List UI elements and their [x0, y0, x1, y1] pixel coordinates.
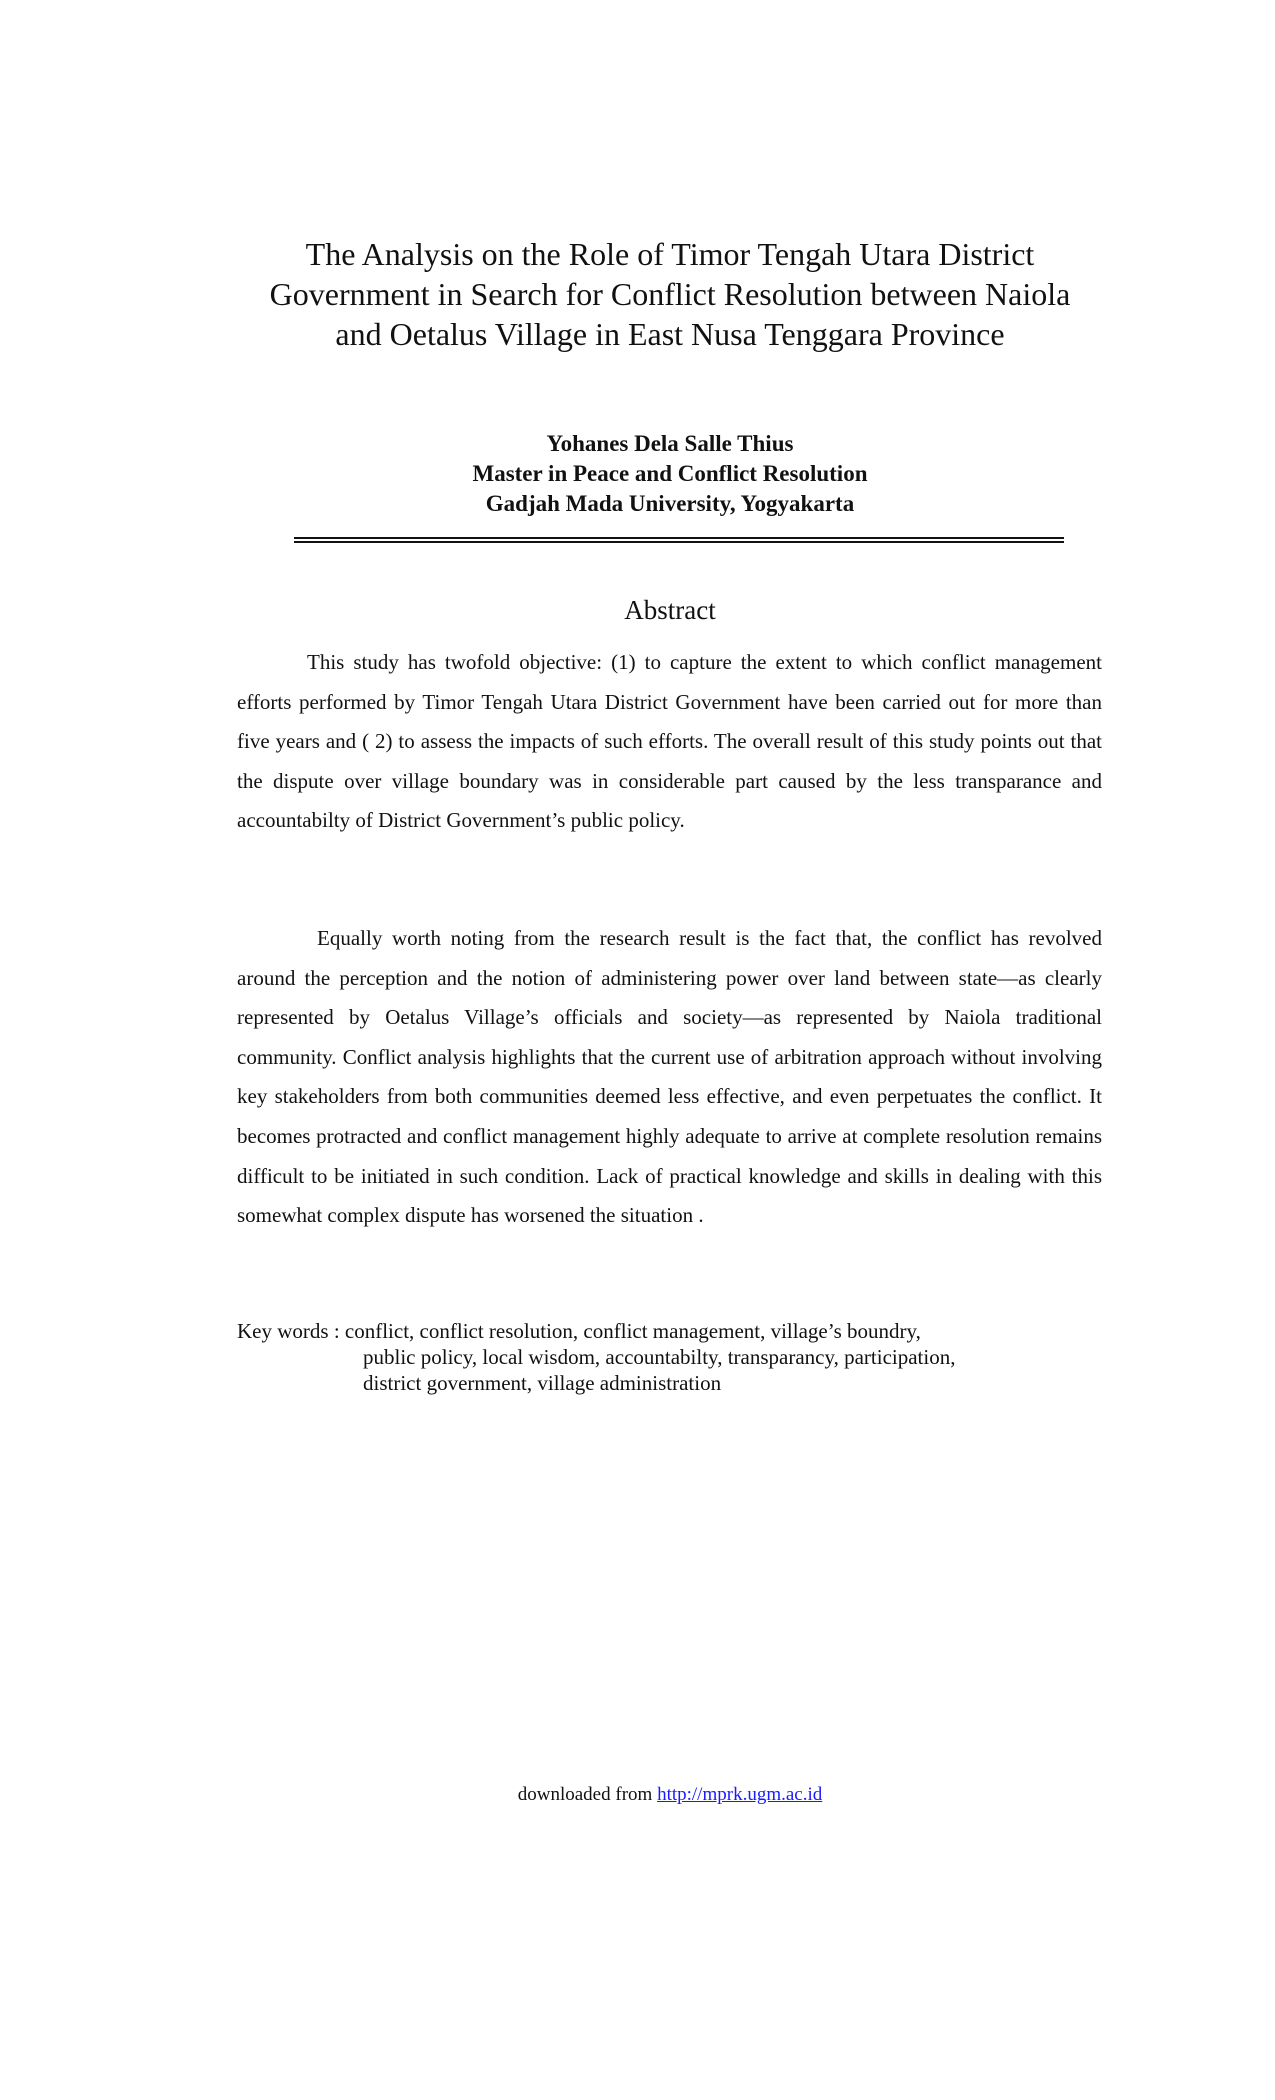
- title-line-2: Government in Search for Conflict Resolution between Naiola: [269, 276, 1071, 312]
- footer-prefix: downloaded from: [517, 1784, 658, 1805]
- author-name: Yohanes Dela Salle Thius: [546, 431, 794, 456]
- download-footer: [200, 1782, 1140, 1808]
- keywords-line-2: public policy, local wisdom, accountabilty, transparancy, participation,: [363, 1345, 956, 1369]
- author-institution: Gadjah Mada University, Yogyakarta: [485, 491, 855, 516]
- keywords-block: [237, 1318, 1117, 1396]
- keywords-line-1: Key words : conflict, conflict resolution, conflict management, village’s boundry,: [237, 1319, 921, 1343]
- author-block: [200, 429, 1140, 519]
- double-rule-divider: [294, 537, 1064, 543]
- title-line-3: and Oetalus Village in East Nusa Tenggara Province: [335, 316, 1005, 352]
- author-program: Master in Peace and Conflict Resolution: [472, 461, 868, 486]
- abstract-paragraph-2: Equally worth noting from the research result is the fact that, the conflict has revolved around the perception and the notion of administering power over land between state—as clearly represented by Oetalus Village’s officials and society—as represented by Naiola traditional community. Conflict analysis highlights that the current use of arbitration approach without involving key stakeholders from both communities deemed less effective, and even perpetuates the conflict. It becomes protracted and conflict management highly adequate to arrive at complete resolution remains difficult to be initiated in such condition. Lack of practical knowledge and skills in dealing with this somewhat complex dispute has worsened the situation .: [237, 926, 1102, 1228]
- title-line-1: The Analysis on the Role of Timor Tengah Utara District: [305, 236, 1035, 272]
- abstract-paragraph-1: This study has twofold objective: (1) to capture the extent to which conflict management efforts performed by Timor Tengah Utara District Government have been carried out for more than five years and ( 2) to assess the impacts of such efforts. The overall result of this study points out that the dispute over village boundary was in considerable part caused by the less transparance and accountabilty of District Government’s public policy.: [237, 650, 1102, 833]
- keywords-line-3: district government, village administration: [363, 1371, 722, 1395]
- paper-title: [200, 234, 1140, 354]
- source-link[interactable]: http://mprk.ugm.ac.id: [657, 1784, 823, 1805]
- abstract-heading: Abstract: [624, 595, 716, 625]
